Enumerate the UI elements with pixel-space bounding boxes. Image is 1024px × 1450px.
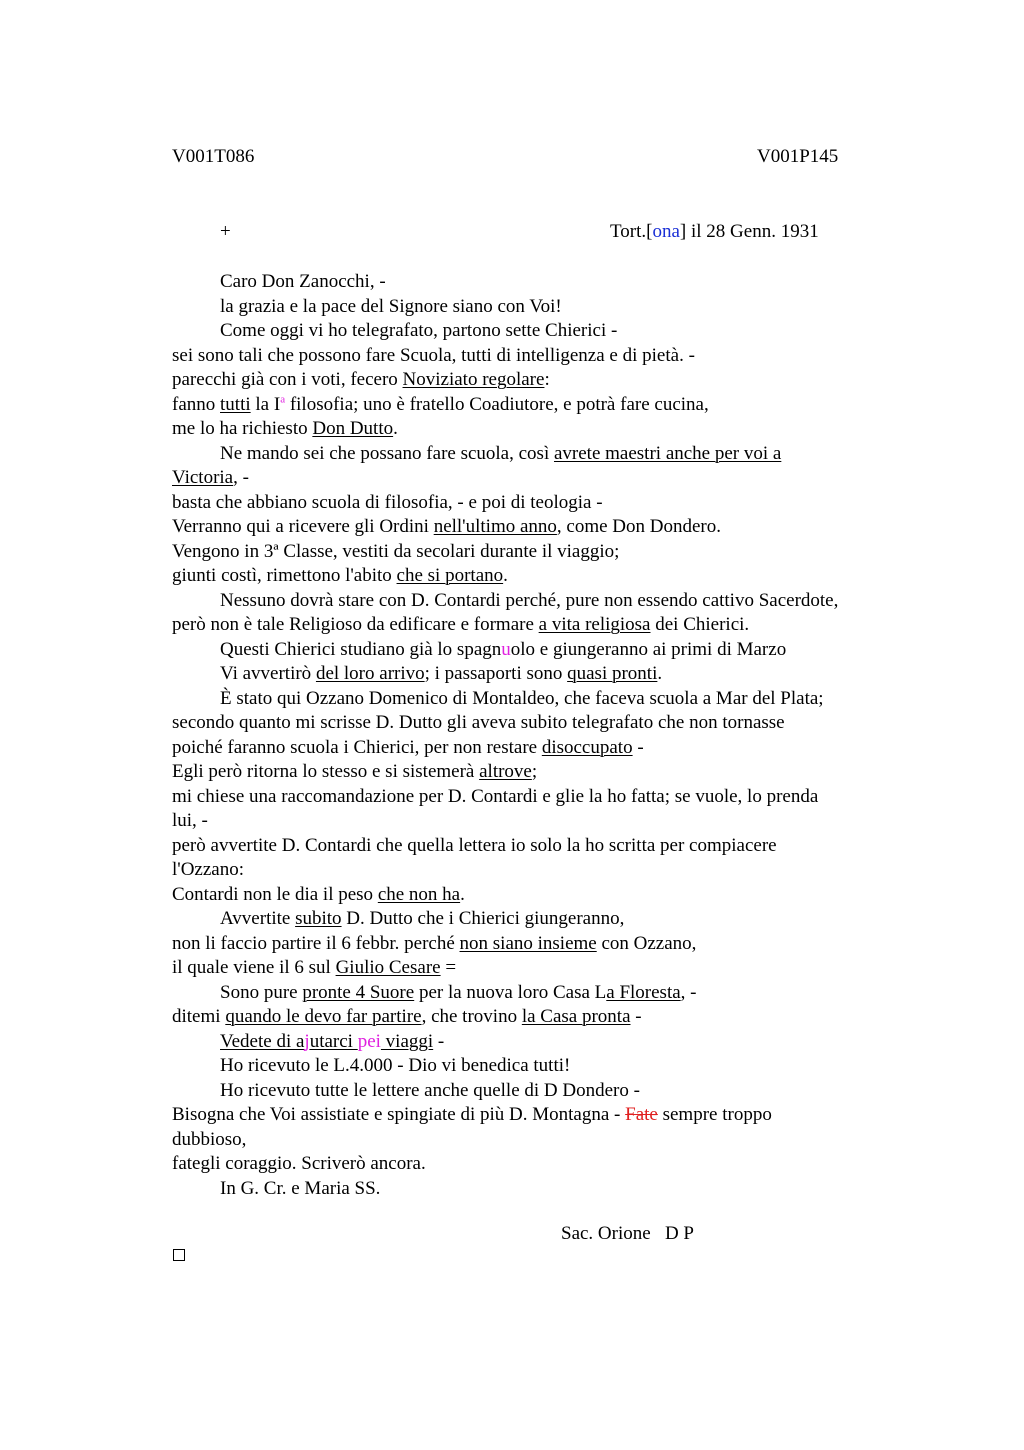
text-line: Questi Chierici studiano già lo spagnuolo e giungeranno ai primi di Marzo (220, 638, 787, 660)
text-line: fategli coraggio. Scriverò ancora. (172, 1153, 426, 1174)
text-line: Ho ricevuto le L.4.000 - Dio vi benedica tutti! (220, 1055, 571, 1076)
text-line: Contardi non le dia il peso che non ha. (172, 883, 465, 905)
document-code-left: V001T086 (172, 146, 255, 167)
text-line: però non è tale Religioso da edificare e formare a vita religiosa dei Chierici. (172, 614, 750, 635)
text-line: me lo ha richiesto Don Dutto. (172, 418, 398, 439)
text-line: Verranno qui a ricevere gli Ordini nell'ultimo anno, come Don Dondero. (172, 516, 722, 537)
text-line: Vengono in 3ª Classe, vestiti da secolari durante il viaggio; (172, 540, 620, 562)
text-line: Vedete di ajutarci pei viaggi - (220, 1030, 445, 1052)
text-line: Egli però ritorna lo stesso e si sistemerà altrove; (172, 761, 538, 782)
text-line: Nessuno dovrà stare con D. Contardi perché, pure non essendo cattivo Sacerdote, (220, 589, 839, 611)
text-line: Bisogna che Voi assistiate e spingiate di più D. Montagna - Fate sempre troppo (172, 1104, 772, 1125)
text-line: ditemi quando le devo far partire, che trovino la Casa pronta - (172, 1006, 642, 1027)
editorial-insertion: ona (652, 221, 680, 242)
text-line: sei sono tali che possono fare Scuola, tutti di intelligenza e di pietà. - (172, 344, 695, 366)
text-line: il quale viene il 6 sul Giulio Cesare = (172, 957, 457, 978)
text-line: fanno tutti la $I^a$ filosofia; uno è fratello Coadiutore, e potrà fare cucina, (172, 393, 709, 415)
text-line: giunti costì, rimettono l'abito che si portano. (172, 565, 508, 586)
text-line: Sono pure pronte 4 Suore per la nuova loro Casa La Floresta, - (220, 981, 697, 1003)
text-line: parecchi già con i voti, fecero Noviziato regolare: (172, 369, 550, 390)
document-code-right: V001P145 (757, 146, 839, 167)
letter-body (172, 270, 912, 1201)
text-line: Avvertite subito D. Dutto che i Chierici giungeranno, (220, 908, 625, 929)
salutation: Caro Don Zanocchi, - (220, 271, 386, 292)
text-line: Victoria, - (172, 467, 249, 488)
closing-line: In G. Cr. e Maria SS. (220, 1177, 381, 1199)
text-line: però avvertite D. Contardi che quella lettera io solo la ho scritta per compiacere (172, 834, 777, 856)
text-line: la grazia e la pace del Signore siano con Voi! (220, 295, 562, 317)
text-line: lui, - (172, 810, 208, 831)
text-line: Vi avvertirò del loro arrivo; i passaporti sono quasi pronti. (220, 663, 663, 684)
text-line: secondo quanto mi scrisse D. Dutto gli aveva subito telegrafato che non tornasse (172, 712, 785, 733)
text-line: basta che abbiano scuola di filosofia, - e poi di teologia - (172, 491, 603, 513)
signature: Sac. Orione D P (561, 1223, 694, 1244)
text-line: dubbioso, (172, 1128, 247, 1150)
cross-mark: + (220, 221, 231, 242)
text-line: l'Ozzano: (172, 859, 245, 880)
text-line: poiché faranno scuola i Chierici, per non restare disoccupato - (172, 736, 644, 758)
text-line: Ho ricevuto tutte le lettere anche quelle di D Dondero - (220, 1079, 640, 1101)
text-line: Ne mando sei che possano fare scuola, così avrete maestri anche per voi a (220, 442, 782, 464)
text-line: mi chiese una raccomandazione per D. Contardi e glie la ho fatta; se vuole, lo prenda (172, 785, 819, 807)
deleted-word: Fate (625, 1104, 658, 1125)
text-line: non li faccio partire il 6 febbr. perché non siano insieme con Ozzano, (172, 932, 697, 954)
place-date-line: Tort.[ona] il 28 Genn. 1931 (610, 221, 819, 242)
text-line: Come oggi vi ho telegrafato, partono sette Chierici - (220, 320, 618, 341)
square-box-icon (173, 1249, 185, 1261)
text-line: È stato qui Ozzano Domenico di Montaldeo, che faceva scuola a Mar del Plata; (220, 687, 824, 709)
